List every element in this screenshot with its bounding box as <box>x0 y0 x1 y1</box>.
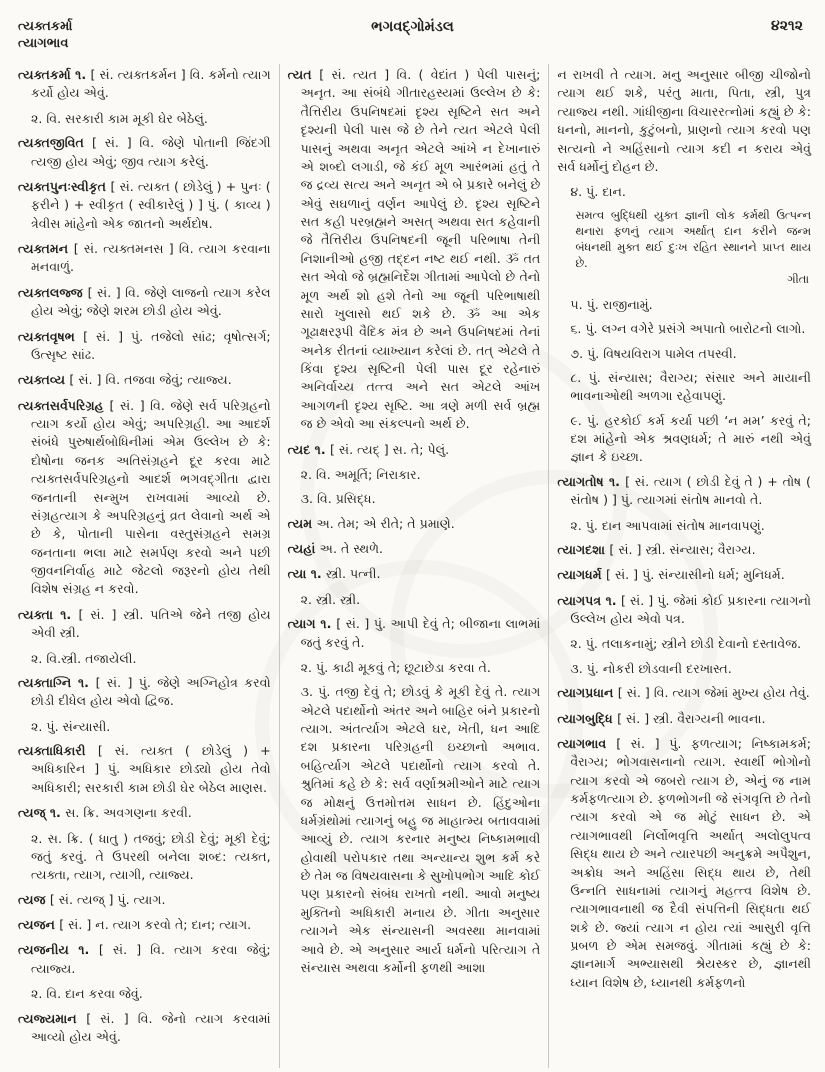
entry-sense: ૩. વિ. પ્રસિદ્ધ. <box>300 491 376 507</box>
entry-sense: ૨. પું. સંન્યાસી. <box>31 718 111 734</box>
entry-sense: ૨. પું. કાઢી મૂકવું તે; છૂટાછેડા કરવા તે. <box>300 659 491 675</box>
headword: ત્યજ્યમાન <box>18 1010 87 1026</box>
headword: ત્યા ૧. <box>287 566 327 582</box>
dictionary-entry: ત્યદ ૧. [ સં. ત્યદ્ ] સ. તે; પેલું. <box>287 441 450 457</box>
entry-sense: ૨. પું. દાન આપવામાં સંતોષ માનવાપણું. <box>570 517 765 533</box>
dictionary-entry: ત્યક્તમન [ સં. ત્યક્તમનસ ] વિ. ત્યાગ કરવાના મનવાળું. <box>18 241 271 275</box>
headword: ત્યક્તાગ્નિ ૧. <box>18 674 96 690</box>
dictionary-entry: ત્યજ્ ૧. સ. ક્રિ. અવગણના કરવી. <box>18 805 192 821</box>
headword: ત્યક્તકર્મા ૧. <box>18 67 91 82</box>
page-number: ૪૨૧૨ <box>771 18 803 34</box>
headword: ત્યક્તા ૧. <box>18 606 79 622</box>
guide-words <box>18 18 281 52</box>
dictionary-entry: ત્યજ [ સં. ત્યજ્ ] પું. ત્યાગ. <box>18 891 166 907</box>
headword: ત્યક્તજીવિત <box>18 135 93 151</box>
entry-sense: ૨. પું. તલાકનામું; સ્ત્રીને છોડી દેવાનો દસ્તાવેજ. <box>570 636 802 652</box>
headword: ત્યક્તાધિકારી <box>18 743 98 758</box>
headword: ત્યાગભાવ <box>557 735 617 751</box>
entry-continuation: ન રાખવી તે ત્યાગ. મનુ અનુસાર બીજી ચીજોનો ત્યાગ થઈ શકે, પરંતુ માતા, પિતા, સ્ત્રી, પુત્ર ત્યાજ્ય નથી. ગાંધીજીના વિચારરત્નોમાં કહ્યું છે કે: ધનનો, માનનો, કુટુંબનો, પ્રાણનો ત્યાગ કરવો પણ સત્યનો ને અહિંસાનો ત્યાગ કદી ન કરાય એવું સર્વ ધર્મોનું દોહન છે. <box>557 67 811 174</box>
dictionary-entry: ત્યા ૧. સ્ત્રી. પત્ની. <box>287 566 381 582</box>
headword: ત્યદ ૧. <box>287 441 330 457</box>
entry-sense: ૭. પું. વિષયવિરાગ પામેલ તપસ્વી. <box>570 345 737 361</box>
dictionary-entry: ત્યાગબુદ્ધિ [ સં. ] સ્ત્રી. વૈરાગ્યની ભાવના. <box>557 710 766 726</box>
dictionary-entry: ત્યાગ ૧. [ સં. ] પું. આપી દેવું તે; બીજાના લાભમાં જતું કરવું તે. <box>287 616 541 650</box>
entry-sense: ૮. પું. સંન્યાસ; વૈરાગ્ય; સંસાર અને માયાની ભાવનાઓથી અળગા રહેવાપણું. <box>570 369 811 404</box>
guide-word-first: ત્યક્તકર્મા <box>18 19 73 34</box>
dictionary-entry: ત્યક્તવૃષભ [ સં. ] પું. તજેલો સાંઢ; વૃષોત્સર્ગ; ઉત્સૃષ્ટ સાંઢ. <box>18 328 271 362</box>
entry-sense: ૨. વિ. સરકારી કામ મૂકી ઘેર બેઠેલું. <box>31 110 208 126</box>
headword: ત્યાગ ૧. <box>287 616 337 632</box>
headword: ત્યક્તલજ્જ <box>18 284 88 300</box>
dictionary-entry: ત્યમ અ. તેમ; એ રીતે; તે પ્રમાણે. <box>287 515 455 531</box>
entry-sense: ૪. પું. દાન. <box>570 184 626 200</box>
headword: ત્યમ <box>287 515 317 531</box>
page-header <box>0 18 825 62</box>
headword: ત્યહાં <box>287 541 320 556</box>
entry-sense: ૩. પું. તજી દેવું તે; છોડવું કે મૂકી દેવું તે. ત્યાગ એટલે પદાર્થોનો અંતર અને બાહિર બંને પ્રકારનો ત્યાગ. અંતર્ત્યાગ એટલે ઘર, ખેતી, ધન આદિ દશ પ્રકારના પરિગ્રહની ઇચ્છાનો અભાવ. બહિર્ત્યાગ એટલે પદાર્થોનો ત્યાગ કરવો તે. શ્રુતિમાં કહે છે કે: સર્વ વર્ણાશ્રમીઓને માટે ત્યાગ જ મોક્ષનું ઉત્તમોત્તમ સાધન છે. હિંદુઓના ધર્મગ્રંથોમાં ત્યાગનું બહુ જ માહાત્મ્ય બતાવવામાં આવ્યું છે. ત્યાગ કરનાર મનુષ્ય નિષ્કામભાવી હોવાથી પરોપકાર તથા અન્યાન્ય શુભ કર્મ કરે છે તેમ જ વિષયવાસના કે સુખોપભોગ આદિ કોઈ પણ પ્રકારનો સંબંધ રાખતો નથી. આવો મનુષ્ય મુક્તિનો અધિકારી મનાય છે. ગીતા અનુસાર ત્યાગને એક સંન્યાસની અવસ્થા માનવામાં આવે છે. એ અનુસાર આર્ય ધર્મનો પરિત્યાગ તે સંન્યાસ અથવા કર્મોની ફળથી આશા <box>300 684 541 975</box>
headword: ત્યજનીય ૧. <box>18 942 99 958</box>
dictionary-entry: ત્યજ્યમાન [ સં. ] વિ. જેનો ત્યાગ કરવામાં આવ્યો હોય એવું. <box>18 1010 271 1044</box>
guide-word-last: ત્યાગભાવ <box>18 36 69 51</box>
dictionary-entry: ત્યાગતોષ ૧. [ સં. ત્યાગ ( છોડી દેવું તે ) + તોષ ( સંતોષ ) ] પું. ત્યાગમાં સંતોષ માનવો તે. <box>557 473 811 508</box>
dictionary-entry: ત્યક્તાગ્નિ ૧. [ સં. ] પું. જેણે અગ્નિહોત્ર કરવો છોડી દીધેલ હોય એવો દ્વિજ. <box>18 674 271 709</box>
entry-sense: ૫. પું. રાજીનામું. <box>570 296 653 312</box>
headword: ત્યત <box>287 67 320 82</box>
text-columns <box>10 64 819 1068</box>
dictionary-entry: ત્યક્તકર્મા ૧. [ સં. ત્યક્તકર્મન ] વિ. કર્મનો ત્યાગ કર્યો હોય એવું. <box>18 67 271 101</box>
dictionary-entry: ત્યાગભાવ [ સં. ] પું. ફળત્યાગ; નિષ્કામકર્મ; વૈરાગ્ય; ભોગવાસનાનો ત્યાગ. સ્વાર્થી ભોગોનો ત્યાગ કરવો એ જબરો ત્યાગ છે, એનું જ નામ કર્મફળત્યાગ છે. ફળભોગની જે સંગવૃત્તિ છે તેનો ત્યાગ કરવો એ જ મોટું સાધન છે. એ ત્યાગભાવથી નિર્લોભવૃત્તિ અર્થાત્ અલોલુપત્વ સિદ્ધ થાય છે અને ત્યારપછી અનુક્રમે અપૈશુન, અક્રોધ અને અહિંસા સિદ્ધ થાય છે, તેથી ઉન્નતિ સાધનામાં ત્યાગનું મહત્ત્વ વિશેષ છે. ત્યાગભાવનાથી જ દૈવી સંપત્તિની સિદ્ધતા થઈ શકે છે. જ્યાં ત્યાગ ન હોય ત્યાં આસુરી વૃત્તિ પ્રબળ છે એમ સમજવું. ગીતામાં કહ્યું છે કે: જ્ઞાનમાર્ગ અભ્યાસથી શ્રેયસ્કર છે, જ્ઞાનથી ધ્યાન વિશેષ છે, ધ્યાનથી કર્મફળનો <box>557 735 811 990</box>
dictionary-entry: ત્યક્તજીવિત [ સં. ] વિ. જેણે પોતાની જિંદગી ત્યજી હોય એવું; જીવ ત્યાગ કરેલું. <box>18 135 271 169</box>
dictionary-column-3 <box>549 64 819 1068</box>
headword: ત્યક્તમન <box>18 241 74 256</box>
headword: ત્યાગદશા <box>557 541 610 557</box>
dictionary-entry: ત્યક્તા ૧. [ સં. ] સ્ત્રી. પતિએ જેને તજી હોય એવી સ્ત્રી. <box>18 606 271 641</box>
entry-sense: ૨. સ. ક્રિ. ( ધાતુ ) તજવું; છોડી દેવું; મૂકી દેવું; જતું કરવું. તે ઉપરથી બનેલા શબ્દ: ત્યક્ત, ત્યક્તા, ત્યાગ, ત્યાગી, ત્યાજ્ય. <box>31 830 271 883</box>
entry-sense: ૨. વિ. અમૂર્તિ; નિરાકાર. <box>300 466 421 482</box>
headword: ત્યજન <box>18 917 60 932</box>
entry-sense: ૩. પું. નોકરી છોડવાની દરખાસ્ત. <box>570 660 732 676</box>
headword: ત્યક્તવૃષભ <box>18 328 84 344</box>
headword: ત્યક્તપુનઃસ્વીકૃત <box>18 178 111 194</box>
dictionary-column-1 <box>10 64 280 1068</box>
dictionary-entry: ત્યક્તવ્ય [ સં. ] વિ. તજવા જેવું; ત્યાજ્ય. <box>18 372 232 388</box>
dictionary-entry: ત્યજન [ સં. ] ન. ત્યાગ કરવો તે; દાન; ત્યાગ. <box>18 917 252 932</box>
dictionary-entry: ત્યક્તસર્વપરિગ્રહ [ સં. ] વિ. જેણે સર્વ પરિગ્રહનો ત્યાગ કર્યો હોય એવું; અપરિગ્રહી. આ આદર્શ સંબંધે પુરુષાર્થબોધિનીમાં એમ ઉલ્લેખ છે કે: દોષોના જનક અતિસંગ્રહને દૂર કરવા માટે ત્યક્તસર્વપરિગ્રહનો આદર્શ ભગવદ્ગીતા દ્વારા જનતાની સન્મુખ રાખવામાં આવ્યો છે. સંગ્રહત્યાગ કે અપરિગ્રહનું વ્રત લેવાનો અર્થ એ છે કે, પોતાની પાસેના વસ્તુસંગ્રહને સમગ્ર જનતાના ભલા માટે સમર્પણ કરવો અને પછી જીવનનિર્વાહ માટે જેટલો જરૂરનો હોય તેથી વિશેષ સંગ્રહ ન કરવો. <box>18 397 271 597</box>
entry-sense: ૨. વિ.સ્ત્રી. તજાયેલી. <box>31 650 137 666</box>
headword: ત્યાગબુદ્ધિ <box>557 710 618 726</box>
headword: ત્યાગતોષ ૧. <box>557 473 626 489</box>
headword: ત્યાગપત્ર ૧. <box>557 592 621 608</box>
citation-quote: સમત્વ બુદ્ધિથી યુક્ત જ્ઞાની લોક કર્મથી ઉત્પન્ન થનારા ફળનું ત્યાગ અર્થાત્ દાન કરીને જન્મ બંધનથી મુક્ત થઈ દુઃખ રહિત સ્થાનને પ્રાપ્ત થાય છે. ગીતા <box>557 208 811 288</box>
dictionary-entry: ત્યાગપ્રધાન [ સં. ] વિ. ત્યાગ જેમાં મુખ્ય હોય તેવું. <box>557 685 810 701</box>
headword: ત્યજ્ ૧. <box>18 805 66 821</box>
headword: ત્યજ <box>18 891 50 907</box>
headword: ત્યક્તસર્વપરિગ્રહ <box>18 397 110 413</box>
headword: ત્યાગપ્રધાન <box>557 685 618 701</box>
dictionary-column-2 <box>280 64 550 1068</box>
entry-sense: ૨. વિ. દાન કરવા જેવું. <box>31 986 143 1002</box>
dictionary-entry: ત્યજનીય ૧. [ સં. ] વિ. ત્યાગ કરવા જેવું; ત્યાજ્ય. <box>18 942 271 976</box>
headword: ત્યક્તવ્ય <box>18 372 70 388</box>
dictionary-entry: ત્યક્તાધિકારી [ સં. ત્યક્ત ( છોડેલું ) + અધિકારિન ] પું. અધિકાર છોડ્યો હોય તેવો અધિકારી; સરકારી કામ છોડી ઘેર બેઠેલ માણસ. <box>18 743 271 795</box>
entry-sense: ૨. સ્ત્રી. સ્ત્રી. <box>300 591 361 607</box>
dictionary-entry: ત્યક્તપુનઃસ્વીકૃત [ સં. ત્યક્ત ( છોડેલું ) + પુનઃ ( ફરીને ) + સ્વીકૃત ( સ્વીકારેલું ) ] પું. ( કાવ્ય ) ત્રેવીસ માંહેનો એક જાતનો અર્થદોષ. <box>18 178 271 231</box>
dictionary-entry: ત્યત [ સં. ત્યત ] વિ. ( વેદાંત ) પેલી પાસનું; અનૃત. આ સંબંધે ગીતારહસ્યમાં ઉલ્લેખ છે કે: તૈત્તિરીય ઉપનિષદમાં દૃશ્ય સૃષ્ટિને સત અને દૃશ્યની પેલી પાસ જે છે તેને ત્યત એટલે પેલી પાસનું અથવા અનૃત એટલે આંખે ન દેખાનારું એ શબ્દો લગાડી, જે કંઈ મૂળ આરંભમાં હતું તે જ દ્રવ્ય સત્ય અને અનૃત એ બે પ્રકારે બનેલું છે એવું સઘળાનું વર્ણન આપેલું છે. દૃશ્ય સૃષ્ટિને સત કહી પરબ્રહ્મને અસત્ અથવા સત કહેવાની જે તૈત્તિરીય ઉપનિષદની જૂની પરિભાષા તેની નિશાનીઓ હજી તદ્દન નષ્ટ થઈ નથી. ૐ તત સત એવો જે બ્રહ્મનિર્દેશ ગીતામાં આપેલો છે તેનો મૂળ અર્થ શો હશે તેનો આ જૂની પરિભાષાથી સારો ખુલાસો થઈ શકે છે. ૐ આ એક ગૂઢાક્ષરરૂપી વૈદિક મંત્ર છે અને ઉપનિષદમાં તેનાં અનેક રીતનાં વ્યાખ્યાન કરેલાં છે. તત્ એટલે તે કિંવા દૃશ્ય સૃષ્ટિની પેલી પાસ દૂર રહેનારું અનિર્વાચ્ય તત્ત્વ અને સત એટલે આંખ આગળની દૃશ્ય સૃષ્ટિ. આ ત્રણે મળી સર્વ બ્રહ્મ જ છે એવો આ સંકલ્પનો અર્થ છે. <box>287 67 541 432</box>
entry-sense: ૯. પું. હરકોઈ કર્મ કર્યા પછી ‘ન મમ’ કરવું તે; દશ માંહેનો એક શ્રવણધર્મ; તે મારું નથી એવું જ્ઞાન કે ઇચ્છા. <box>570 412 811 465</box>
book-title: ભગવદ્ગોમંડલ <box>371 19 454 35</box>
entry-sense: ૬. પું. લગ્ન વગેરે પ્રસંગે અપાતો બારોટનો લાગો. <box>570 321 806 337</box>
dictionary-entry: ત્યહાં અ. તે સ્થળે. <box>287 541 384 556</box>
dictionary-entry: ત્યાગધર્મ [ સં. ] પું. સંન્યાસીનો ધર્મ; મુનિધર્મ. <box>557 567 785 583</box>
dictionary-entry: ત્યાગપત્ર ૧. [ સં. ] પું. જેમાં કોઈ પ્રકારના ત્યાગનો ઉલ્લેખ હોય એવો પત્ર. <box>557 592 811 627</box>
quote-attribution: ગીતા <box>787 272 809 286</box>
dictionary-entry: ત્યાગદશા [ સં. ] સ્ત્રી. સંન્યાસ; વૈરાગ્ય. <box>557 541 756 557</box>
dictionary-entry: ત્યક્તલજ્જ [ સં. ] વિ. જેણે લાજનો ત્યાગ કરેલ હોય એવું; જેણે શરમ છોડી હોય એવું. <box>18 284 271 319</box>
headword: ત્યાગધર્મ <box>557 567 607 583</box>
